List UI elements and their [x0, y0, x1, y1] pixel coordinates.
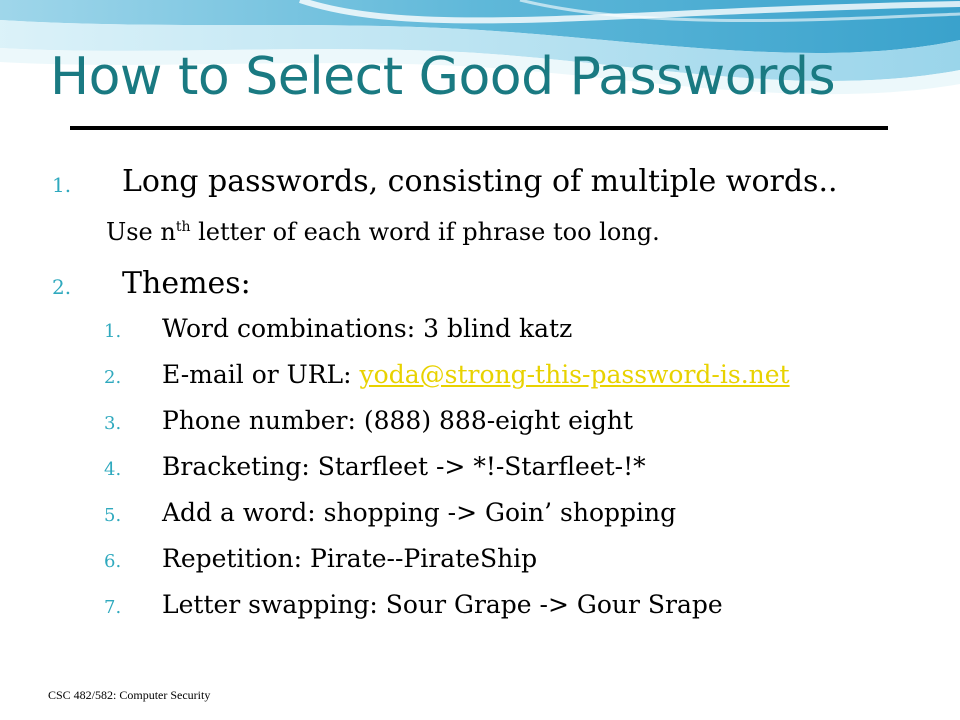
subitem-number: 7. — [104, 597, 122, 618]
item-text: Long passwords, consisting of multiple words.. — [122, 164, 838, 199]
subitem-text: Letter swapping: Sour Grape -> Gour Srape — [162, 590, 723, 619]
subitem-text: Phone number: (888) 888-eight eight — [162, 406, 634, 435]
subitem-text: Bracketing: Starfleet -> *!-Starfleet-!* — [162, 452, 646, 481]
subitem-number: 6. — [104, 551, 122, 572]
subitem-label: E-mail or URL: — [162, 360, 360, 389]
item-number: 2. — [52, 275, 72, 299]
slide-footer: CSC 482/582: Computer Security — [48, 688, 211, 702]
subitem-text: Add a word: shopping -> Goin’ shopping — [162, 498, 677, 527]
subitem-number: 2. — [104, 367, 122, 388]
subitem-text — [162, 360, 790, 389]
item-text: Themes: — [122, 266, 251, 301]
subitem-number: 3. — [104, 413, 122, 434]
subitem-text: Repetition: Pirate--PirateShip — [162, 544, 538, 573]
note-superscript: th — [175, 219, 191, 235]
email-link[interactable]: yoda@strong-this-password-is.net — [359, 360, 790, 389]
subitem-number: 5. — [104, 505, 122, 526]
subitem-number: 4. — [104, 459, 122, 480]
subitem-text: Word combinations: 3 blind katz — [162, 314, 573, 343]
slide-title: How to Select Good Passwords — [50, 47, 836, 107]
item-number: 1. — [52, 173, 72, 197]
title-underline — [70, 126, 888, 130]
note-text-end: letter of each word if phrase too long. — [190, 218, 660, 246]
subitem-number: 1. — [104, 321, 122, 342]
note-text-start: Use n — [106, 218, 176, 246]
item-note-nth-letter — [106, 218, 660, 246]
